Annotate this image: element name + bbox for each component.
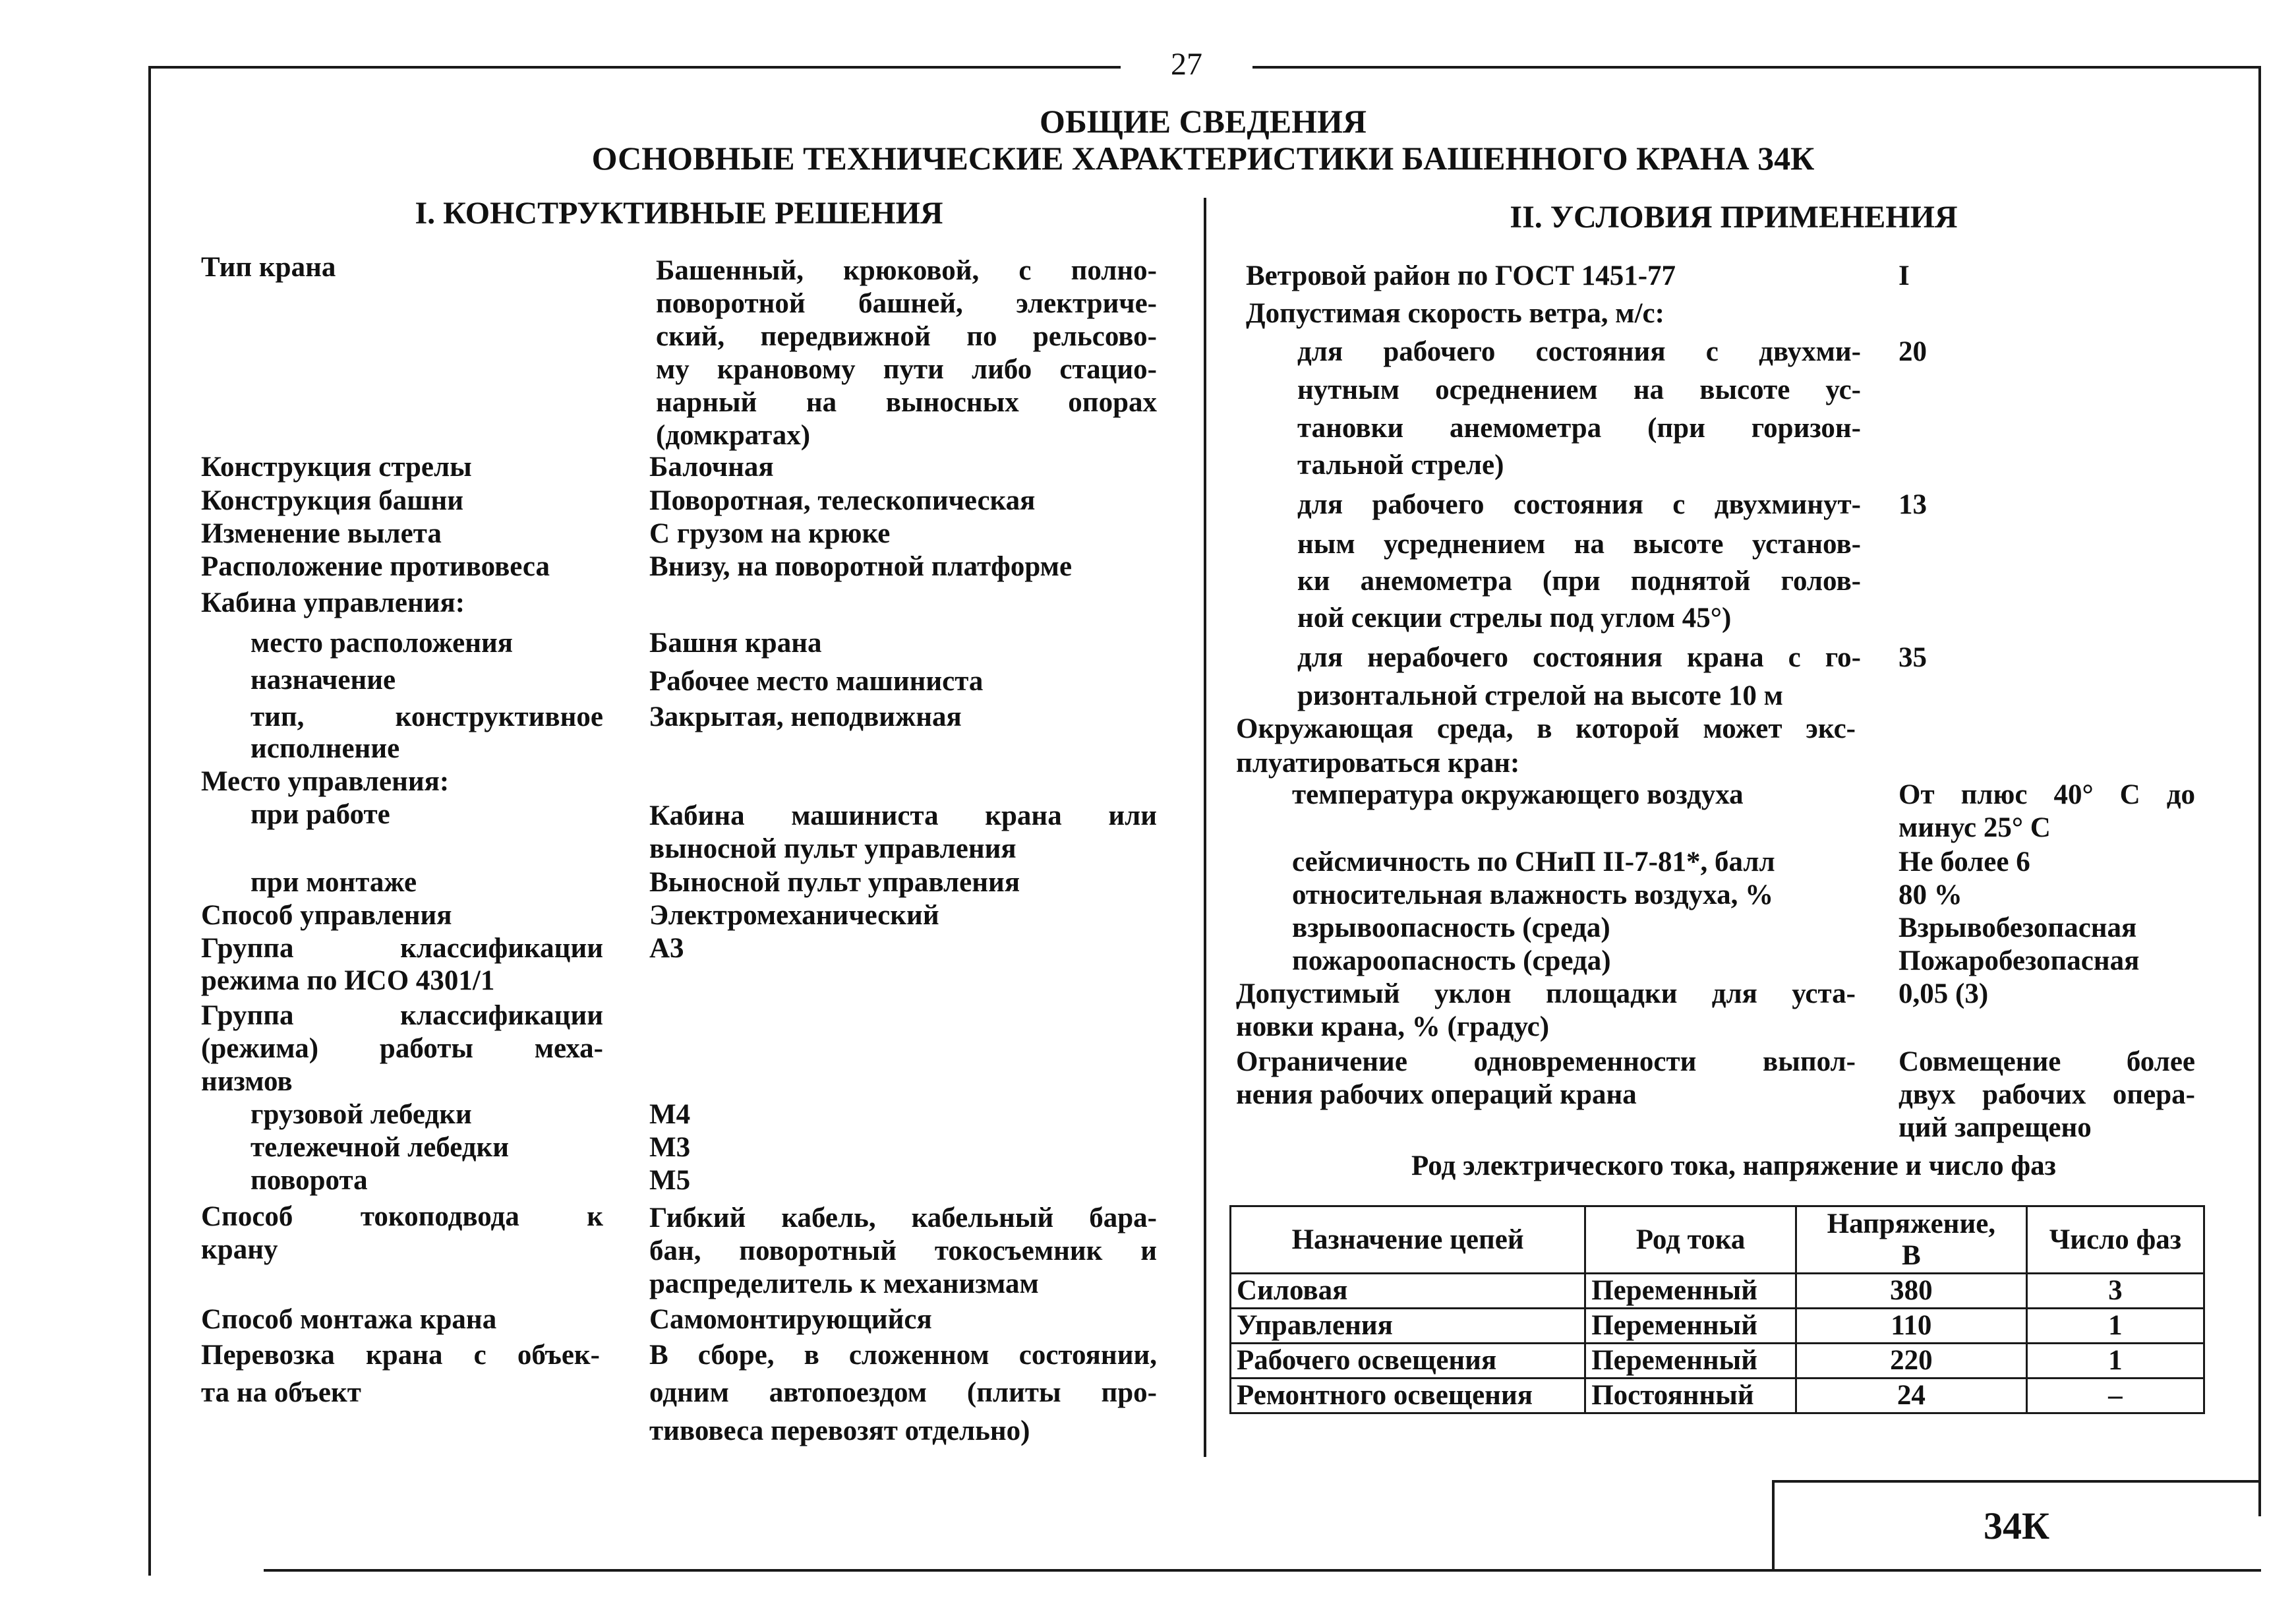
control-method-label: Способ управления (201, 900, 452, 931)
cabin-label: Кабина управления: (201, 587, 465, 618)
table-row (1231, 1344, 2204, 1379)
control-place-label: Место управления: (201, 766, 450, 797)
env-label-1: Окружающая среда, в которой может экс- (1236, 713, 1856, 744)
power-label-2: крану (201, 1234, 278, 1265)
table-row (1231, 1379, 2204, 1413)
w1-line-3: тановки анемометра (при горизон- (1297, 413, 1861, 444)
cell-phases: 1 (2026, 1309, 2204, 1344)
cabin-type-label-2: исполнение (250, 733, 400, 764)
left-heading: I. КОНСТРУКТИВНЫЕ РЕШЕНИЯ (415, 196, 943, 231)
cabin-type-label-1: тип, конструктивное (250, 701, 603, 732)
frame-left (148, 66, 151, 1576)
crane-type-line-3: ский, передвижной по рельсово- (656, 321, 1157, 352)
cabin-location-label: место расположения (250, 628, 514, 659)
crane-type-line-4: му крановому пути либо стацио- (656, 354, 1157, 385)
control-work-value-1: Кабина машиниста крана или (649, 800, 1157, 831)
counterweight-label: Расположение противовеса (201, 551, 550, 582)
cell-voltage: 380 (1796, 1274, 2026, 1309)
boom-label: Конструкция стрелы (201, 452, 472, 483)
col-header-voltage: Напряжение, В (1796, 1206, 2026, 1274)
mech-group-label-3: низмов (201, 1066, 293, 1097)
w1-line-1: для рабочего состояния с двухми- (1297, 336, 1861, 367)
power-value-3: распределитель к механизмам (649, 1268, 1039, 1299)
cell-phases: 1 (2026, 1344, 2204, 1379)
limit-label-1: Ограничение одновременности выпол- (1236, 1046, 1856, 1077)
fire-value: Пожаробезопасная (1899, 945, 2140, 976)
col-header-circuit: Назначение цепей (1231, 1206, 1585, 1274)
fire-label: пожароопасность (среда) (1292, 945, 1611, 976)
cabin-type-value: Закрытая, неподвижная (649, 701, 962, 732)
slope-value: 0,05 (3) (1899, 978, 1989, 1009)
w2-line-1: для рабочего состояния с двухминут- (1297, 489, 1861, 520)
crane-type-line-1: Башенный, крюковой, с полно- (656, 255, 1157, 286)
column-divider (1204, 198, 1206, 1457)
cell-voltage: 24 (1796, 1379, 2026, 1413)
page-number: 27 (1171, 47, 1202, 82)
cell-circuit: Силовая (1231, 1274, 1585, 1309)
table-row (1231, 1274, 2204, 1309)
power-value-1: Гибкий кабель, кабельный бара- (649, 1202, 1157, 1233)
temp-label: температура окружающего воздуха (1292, 779, 1744, 810)
table-header-row (1231, 1206, 2204, 1274)
cell-current-type: Переменный (1585, 1344, 1796, 1379)
limit-value-3: ций запрещено (1899, 1112, 2092, 1143)
table-row (1231, 1309, 2204, 1344)
w2-line-2: ным усреднением на высоте установ- (1297, 529, 1861, 560)
cell-voltage: 110 (1796, 1309, 2026, 1344)
trolley-value: М3 (649, 1132, 691, 1163)
limit-value-2: двух рабочих опера- (1899, 1079, 2195, 1110)
class-group-label-2: режима по ИСО 4301/1 (201, 965, 495, 996)
cabin-purpose-value: Рабочее место машиниста (649, 666, 984, 697)
cell-circuit: Управления (1231, 1309, 1585, 1344)
w3-value: 35 (1899, 642, 1927, 673)
page-title: ОБЩИЕ СВЕДЕНИЯ (1039, 103, 1367, 140)
crane-type-line-2: поворотной башней, электриче- (656, 288, 1157, 319)
w1-value: 20 (1899, 336, 1927, 367)
control-mount-value: Выносной пульт управления (649, 867, 1020, 898)
current-table-title: Род электрического тока, напряжение и число фаз (1411, 1150, 2056, 1181)
wind-region-value: I (1899, 260, 1910, 291)
cell-phases: 3 (2026, 1274, 2204, 1309)
transport-label-2: та на объект (201, 1377, 361, 1408)
control-mount-label: при монтаже (250, 867, 417, 898)
slew-label: поворота (250, 1165, 368, 1196)
cell-phases: – (2026, 1379, 2204, 1413)
cell-current-type: Постоянный (1585, 1379, 1796, 1413)
power-value-2: бан, поворотный токосъемник и (649, 1235, 1157, 1266)
control-work-value-2: выносной пульт управления (649, 833, 1016, 864)
limit-label-2: нения рабочих операций крана (1236, 1079, 1637, 1110)
w3-line-2: ризонтальной стрелой на высоте 10 м (1297, 680, 1783, 711)
transport-value-3: тивовеса перевозят отдельно) (649, 1415, 1030, 1446)
counterweight-value: Внизу, на поворотной платформе (649, 551, 1073, 582)
control-work-label: при работе (250, 799, 390, 830)
col-header-phases: Число фаз (2026, 1206, 2204, 1274)
assembly-value: Самомонтирующийся (649, 1304, 932, 1335)
hoist-value: М4 (649, 1099, 691, 1130)
w2-line-3: ки анемометра (при поднятой голов- (1297, 566, 1861, 597)
current-table (1229, 1205, 2205, 1414)
cell-current-type: Переменный (1585, 1309, 1796, 1344)
wind-speed-label: Допустимая скорость ветра, м/с: (1246, 298, 1664, 329)
explosion-label: взрывоопасность (среда) (1292, 912, 1610, 943)
cell-current-type: Переменный (1585, 1274, 1796, 1309)
frame-right (2258, 66, 2261, 1516)
page-subtitle: ОСНОВНЫЕ ТЕХНИЧЕСКИЕ ХАРАКТЕРИСТИКИ БАШЕННОГО КРАНА 34К (591, 140, 1815, 177)
slope-label-2: новки крана, % (градус) (1236, 1011, 1550, 1042)
w1-line-2: нутным осреднением на высоте ус- (1297, 374, 1861, 405)
cell-circuit: Ремонтного освещения (1231, 1379, 1585, 1413)
class-group-value: А3 (649, 933, 684, 964)
temp-value-1: От плюс 40° С до (1899, 779, 2195, 810)
assembly-label: Способ монтажа крана (201, 1304, 497, 1335)
crane-type-label: Тип крана (201, 252, 336, 283)
slope-label-1: Допустимый уклон площадки для уста- (1236, 978, 1856, 1009)
w1-line-4: тальной стреле) (1297, 450, 1504, 481)
power-label-1: Способ токоподвода к (201, 1201, 603, 1232)
env-label-2: плуатироваться кран: (1236, 748, 1520, 779)
tower-value: Поворотная, телескопическая (649, 485, 1036, 516)
col-header-current-type: Род тока (1585, 1206, 1796, 1274)
crane-type-line-6: (домкратах) (656, 420, 811, 451)
reach-value: С грузом на крюке (649, 518, 891, 549)
cell-voltage: 220 (1796, 1344, 2026, 1379)
boom-value: Балочная (649, 452, 774, 483)
stamp-box-top (1772, 1480, 2261, 1483)
cell-circuit: Рабочего освещения (1231, 1344, 1585, 1379)
seismic-label: сейсмичность по СНиП II-7-81*, балл (1292, 846, 1775, 877)
hoist-label: грузовой лебедки (250, 1099, 472, 1130)
w2-value: 13 (1899, 489, 1927, 520)
transport-value-1: В сборе, в сложенном состоянии, (649, 1340, 1157, 1371)
w2-line-4: ной секции стрелы под углом 45°) (1297, 603, 1732, 634)
mech-group-label-1: Группа классификации (201, 1000, 603, 1031)
slew-value: М5 (649, 1165, 691, 1196)
trolley-label: тележечной лебедки (250, 1132, 510, 1163)
control-method-value: Электромеханический (649, 900, 939, 931)
mech-group-label-2: (режима) работы меха- (201, 1033, 603, 1064)
humidity-label: относительная влажность воздуха, % (1292, 879, 1774, 910)
class-group-label-1: Группа классификации (201, 933, 603, 964)
humidity-value: 80 % (1899, 879, 1962, 910)
w3-line-1: для нерабочего состояния крана с го- (1297, 642, 1861, 673)
stamp-code: 34К (1983, 1504, 2050, 1547)
crane-type-line-5: нарный на выносных опорах (656, 387, 1157, 418)
transport-value-2: одним автопоездом (плиты про- (649, 1377, 1157, 1408)
frame-top-right (1252, 66, 2261, 69)
explosion-value: Взрывобезопасная (1899, 912, 2137, 943)
seismic-value: Не более 6 (1899, 846, 2030, 877)
temp-value-2: минус 25° С (1899, 812, 2051, 843)
wind-region-label: Ветровой район по ГОСТ 1451-77 (1246, 260, 1676, 291)
limit-value-1: Совмещение более (1899, 1046, 2195, 1077)
frame-top-left (148, 66, 1121, 69)
frame-bottom (264, 1569, 2261, 1572)
cabin-location-value: Башня крана (649, 628, 822, 659)
transport-label-1: Перевозка крана с объек- (201, 1340, 600, 1371)
cabin-purpose-label: назначение (250, 665, 396, 696)
right-heading: II. УСЛОВИЯ ПРИМЕНЕНИЯ (1510, 200, 1958, 235)
tower-label: Конструкция башни (201, 485, 464, 516)
reach-label: Изменение вылета (201, 518, 442, 549)
